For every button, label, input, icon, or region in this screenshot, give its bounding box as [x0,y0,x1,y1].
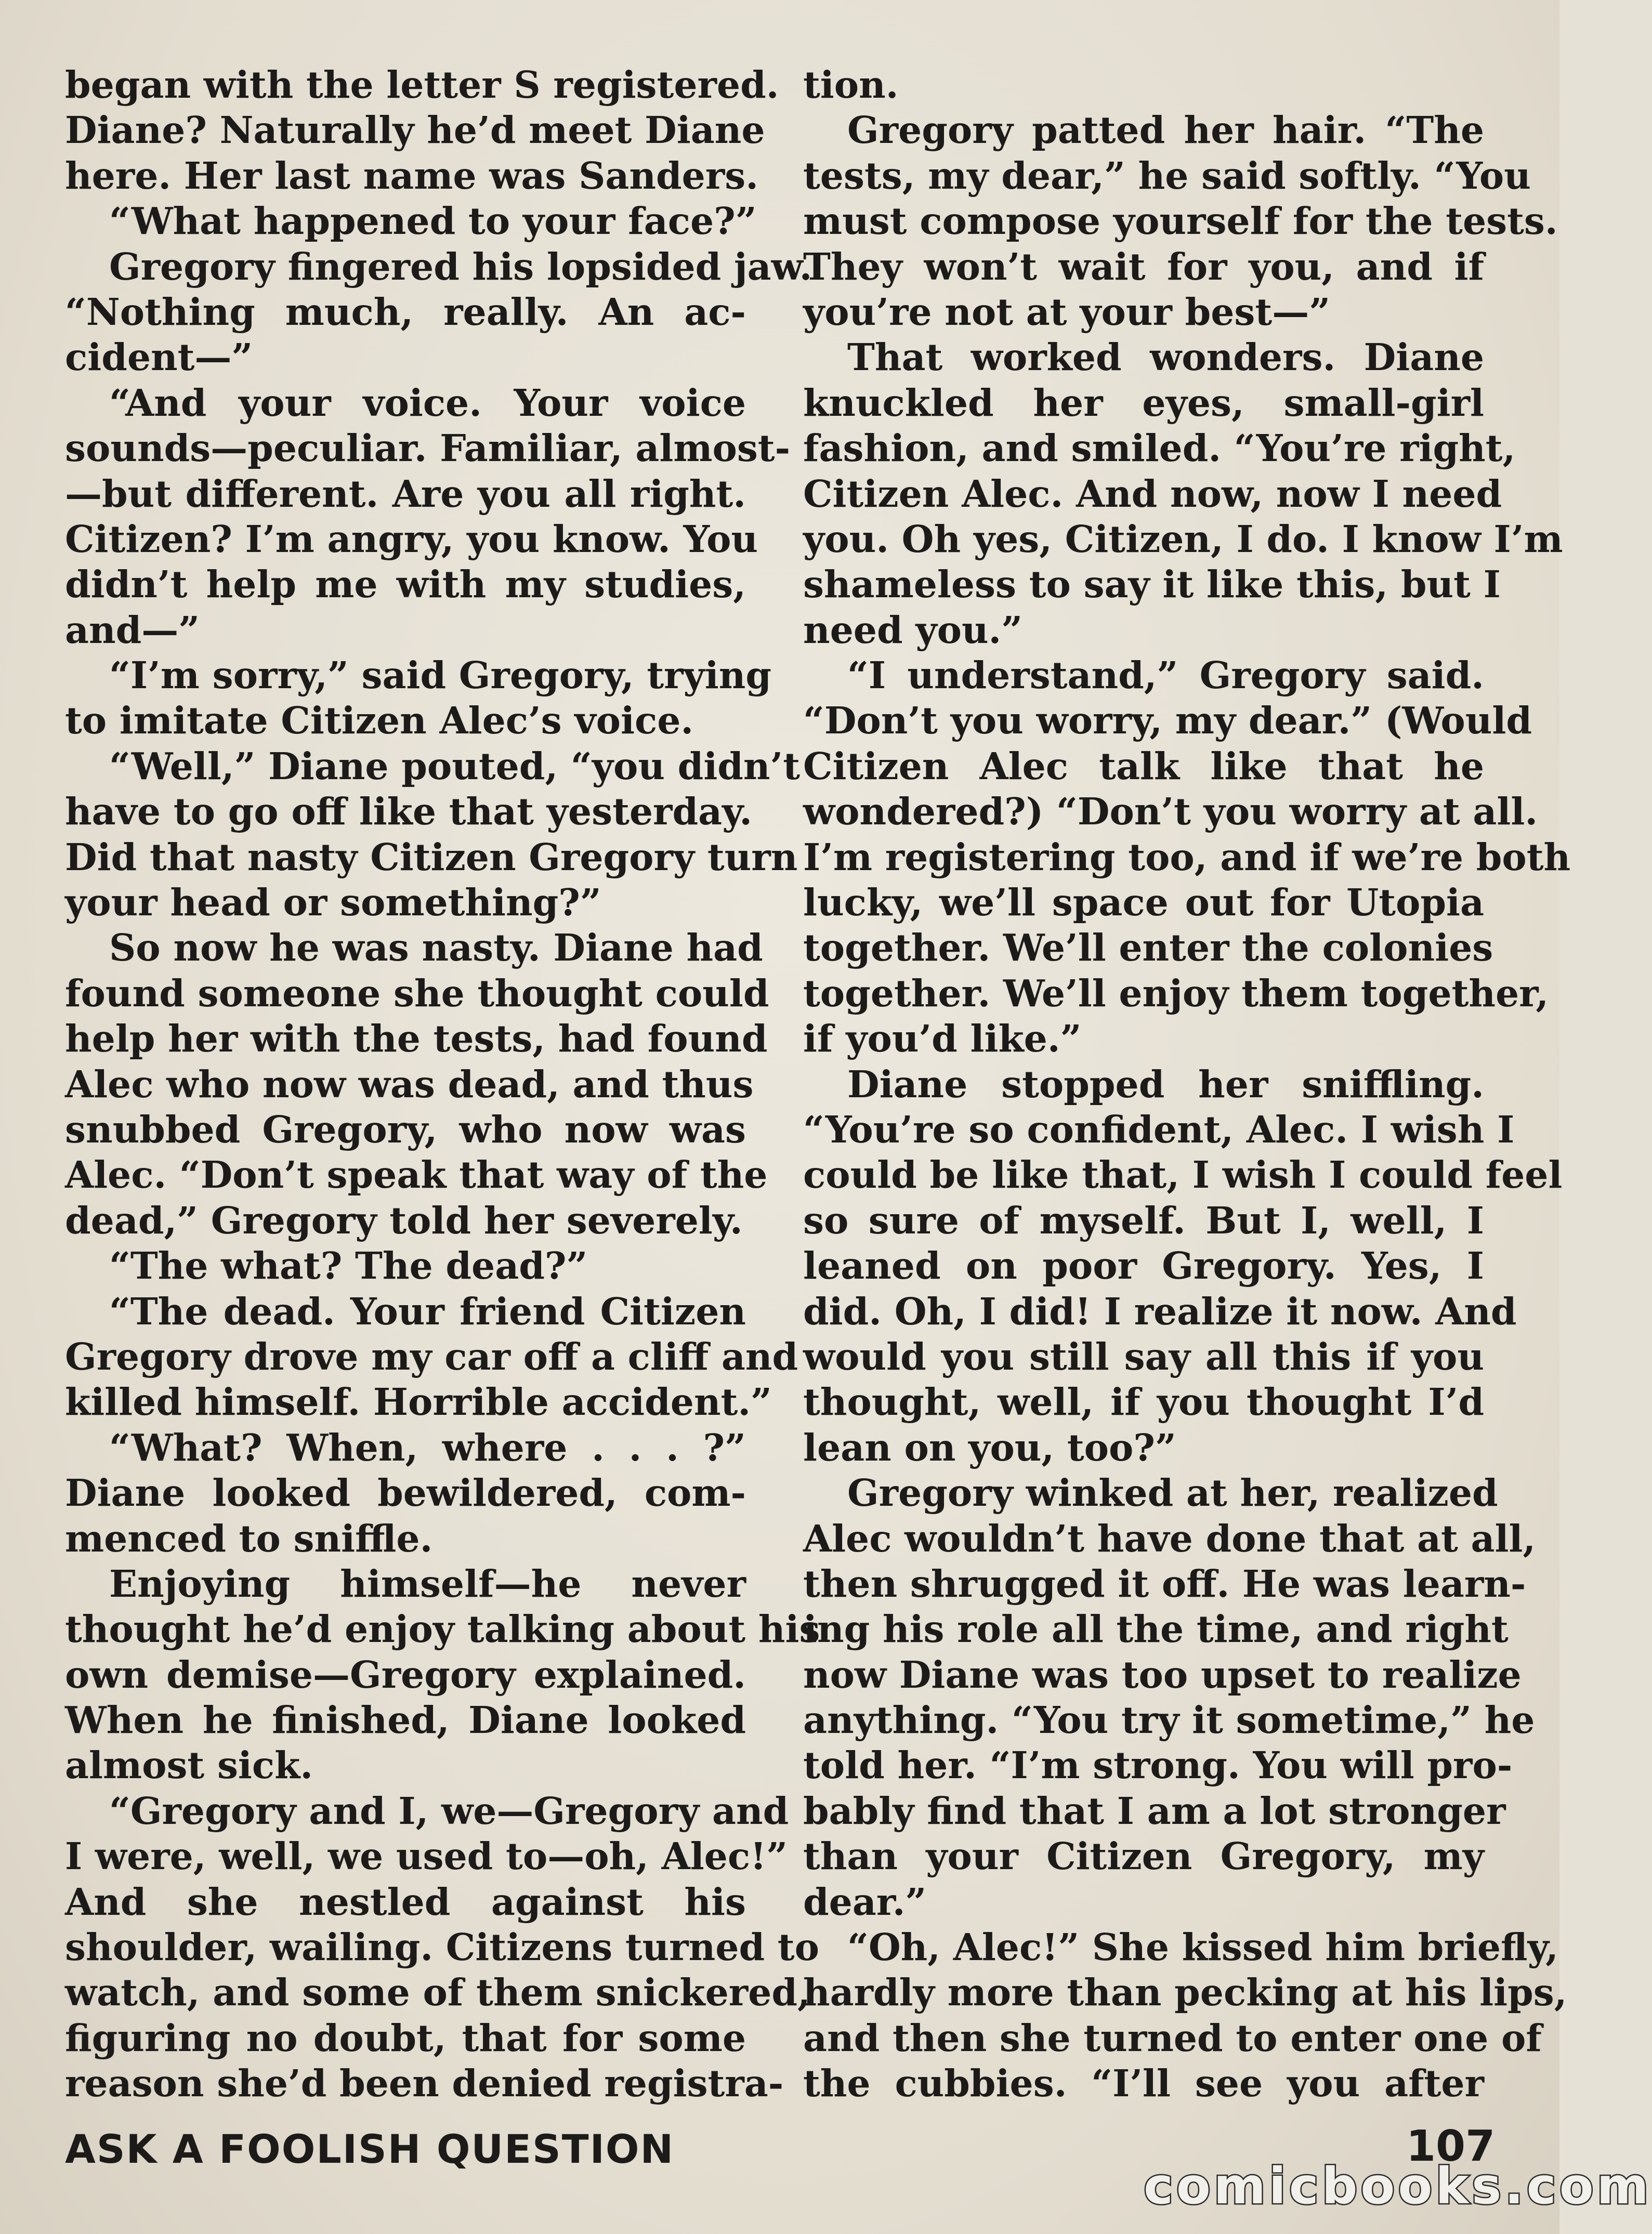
text-line: thought he’d enjoy talking about his [65,1607,820,1651]
text-line: Diane looked bewildered, com- [65,1471,746,1515]
text-line: That worked wonders. Diane [847,335,1484,379]
text-line: Gregory winked at her, realized [847,1471,1498,1515]
text-line: knuckled her eyes, small-girl [803,380,1484,425]
text-line: sounds—peculiar. Familiar, almost- [65,426,791,470]
text-line: the cubbies. “I’ll see you after [803,2061,1484,2106]
text-line: tion. [803,63,899,107]
text-line: They won’t wait for you, and if [803,244,1484,288]
text-line: thought, well, if you thought I’d [803,1380,1484,1424]
text-line: “You’re so confident, Alec. I wish I [803,1107,1515,1151]
text-line: and—” [65,608,200,652]
text-line: then shrugged it off. He was learn- [803,1561,1526,1606]
text-line: figuring no doubt, that for some [65,2016,746,2060]
text-line: “Nothing much, really. An ac- [65,290,746,334]
text-line: “And your voice. Your voice [109,380,746,425]
text-line: your head or something?” [65,881,601,925]
text-line: didn’t help me with my studies, [65,562,746,607]
text-line: dear.” [803,1880,927,1924]
text-line: together. We’ll enter the colonies [803,926,1493,970]
text-line: told her. “I’m strong. You will pro- [803,1743,1513,1788]
text-line: I’m registering too, and if we’re both [803,835,1571,879]
text-line: cident—” [65,335,253,379]
text-line: killed himself. Horrible accident.” [65,1380,772,1424]
site-watermark: comicbooks.com [1144,2157,1652,2215]
text-line: Diane stopped her sniffling. [847,1062,1484,1106]
text-line: need you.” [803,608,1023,652]
text-line: “What? When, where . . . ?” [109,1425,746,1469]
running-footer-title: ASK A FOOLISH QUESTION [65,2126,675,2172]
text-line: did. Oh, I did! I realize it now. And [803,1289,1517,1333]
text-line: “I’m sorry,” said Gregory, trying [109,653,772,698]
text-line: now Diane was too upset to realize [803,1652,1522,1697]
page-number: 107 [1406,2122,1496,2171]
text-line: shameless to say it like this, but I [803,562,1501,607]
text-line: So now he was nasty. Diane had [109,926,763,970]
text-line: Citizen Alec talk like that he [803,744,1484,788]
text-line: I were, well, we used to—oh, Alec!” [65,1834,788,1878]
text-line: to imitate Citizen Alec’s voice. [65,699,694,743]
text-line: began with the letter S registered. [65,63,779,107]
text-line: lucky, we’ll space out for Utopia [803,881,1484,925]
text-line: Gregory fingered his lopsided jaw. [109,244,812,288]
text-line: could be like that, I wish I could feel [803,1153,1563,1197]
text-line: than your Citizen Gregory, my [803,1834,1484,1878]
text-line: so sure of myself. But I, well, I [803,1198,1484,1242]
text-line: Citizen? I’m angry, you know. You [65,517,758,561]
text-line: “Oh, Alec!” She kissed him briefly, [847,1925,1558,1969]
text-line: lean on you, too?” [803,1425,1176,1469]
text-line: Gregory patted her hair. “The [847,108,1484,152]
text-line: Citizen Alec. And now, now I need [803,471,1502,516]
text-line: almost sick. [65,1743,313,1788]
text-line: reason she’d been denied registra- [65,2061,784,2106]
text-line: Did that nasty Citizen Gregory turn [65,835,798,879]
text-line: “The what? The dead?” [109,1244,588,1288]
text-line: wondered?) “Don’t you worry at all. [803,790,1538,834]
text-line: and then she turned to enter one of [803,2016,1542,2060]
text-line: fashion, and smiled. “You’re right, [803,426,1516,470]
left-text-column [65,62,820,2107]
text-line: anything. “You try it sometime,” he [803,1698,1535,1742]
text-line: must compose yourself for the tests. [803,199,1558,243]
text-line: dead,” Gregory told her severely. [65,1198,743,1242]
text-line: Alec. “Don’t speak that way of the [65,1153,768,1197]
text-line: together. We’ll enjoy them together, [803,971,1549,1015]
text-line: have to go off like that yesterday. [65,790,752,834]
text-line: “I understand,” Gregory said. [847,653,1484,698]
text-line: tests, my dear,” he said softly. “You [803,153,1531,198]
text-line: own demise—Gregory explained. [65,1652,746,1697]
text-line: here. Her last name was Sanders. [65,153,758,198]
text-line: watch, and some of them snickered, [65,1970,810,2015]
text-line: Gregory drove my car off a cliff and [65,1334,798,1378]
text-line: snubbed Gregory, who now was [65,1107,746,1151]
text-line: if you’d like.” [803,1017,1082,1061]
text-line: you. Oh yes, Citizen, I do. I know I’m [803,517,1563,561]
text-line: would you still say all this if you [803,1334,1484,1378]
text-line: And she nestled against his [65,1880,746,1924]
text-line: found someone she thought could [65,971,769,1015]
text-line: bably find that I am a lot stronger [803,1789,1506,1833]
text-line: “Don’t you worry, my dear.” (Would [803,699,1532,743]
text-line: hardly more than pecking at his lips, [803,1970,1567,2015]
text-line: Enjoying himself—he never [109,1561,746,1606]
text-line: help her with the tests, had found [65,1017,768,1061]
text-line: shoulder, wailing. Citizens turned to [65,1925,819,1969]
text-line: Alec who now was dead, and thus [65,1062,754,1106]
text-line: ing his role all the time, and right [803,1607,1509,1651]
text-line: menced to sniffle. [65,1516,433,1560]
text-line: —but different. Are you all right. [65,471,746,516]
text-line: leaned on poor Gregory. Yes, I [803,1244,1484,1288]
text-line: “What happened to your face?” [109,199,757,243]
text-line: When he finished, Diane looked [65,1698,746,1742]
text-line: Alec wouldn’t have done that at all, [803,1516,1536,1560]
text-line: “The dead. Your friend Citizen [109,1289,746,1333]
text-line: you’re not at your best—” [803,290,1331,334]
text-line: “Well,” Diane pouted, “you didn’t [109,744,801,788]
text-line: “Gregory and I, we—Gregory and [109,1789,789,1833]
right-text-column [803,62,1571,2107]
text-line: Diane? Naturally he’d meet Diane [65,108,765,152]
